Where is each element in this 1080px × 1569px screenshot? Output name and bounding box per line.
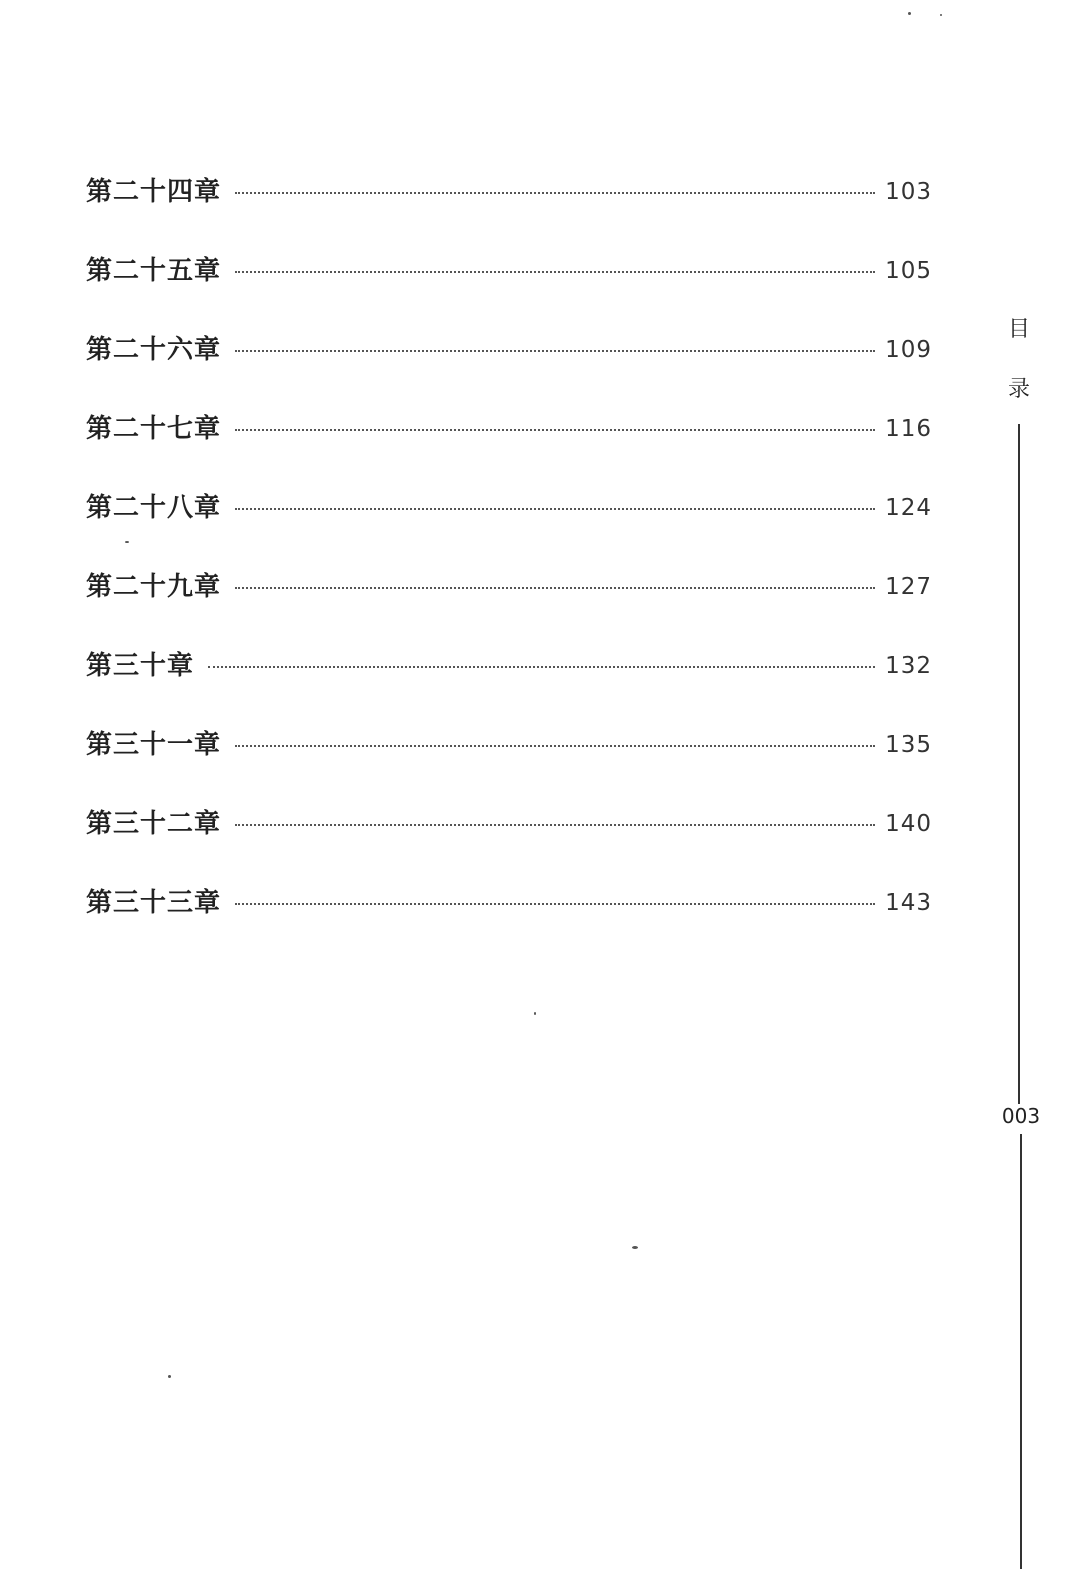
side-label-bottom: 录	[1007, 377, 1030, 402]
toc-entry[interactable]	[86, 405, 932, 484]
toc-entry-page: 127	[885, 574, 932, 600]
toc-dot-leader	[235, 405, 875, 453]
toc-dot-leader	[235, 879, 875, 927]
toc-entry-page: 140	[885, 811, 932, 837]
toc-dot-leader	[235, 326, 875, 374]
toc-entry-page: 124	[885, 495, 932, 521]
toc-dot-leader	[235, 484, 875, 532]
toc-dot-leader	[235, 247, 875, 295]
toc-entry-page: 105	[885, 258, 932, 284]
toc-entry-page: 109	[885, 337, 932, 363]
toc-dot-leader	[208, 642, 875, 690]
toc-entry-title: 第三十二章	[86, 809, 222, 839]
side-label-top: 目	[1007, 317, 1030, 342]
toc-entry-title: 第三十一章	[86, 730, 222, 760]
toc-dot-leader	[235, 563, 875, 611]
toc-entry[interactable]	[86, 800, 932, 879]
scan-speck	[125, 541, 129, 543]
scan-speck	[908, 12, 911, 15]
scan-speck	[168, 1375, 171, 1378]
page-number: 003	[996, 1104, 1046, 1128]
toc-entry-page: 143	[885, 890, 932, 916]
toc-entry[interactable]	[86, 721, 932, 800]
toc-entry-title: 第二十八章	[86, 493, 222, 523]
toc-dot-leader	[235, 168, 875, 216]
side-rule	[1018, 424, 1020, 1104]
toc-entry[interactable]	[86, 642, 932, 721]
toc-entry-page: 135	[885, 732, 932, 758]
toc-entry[interactable]	[86, 879, 932, 958]
scan-speck	[940, 14, 942, 16]
toc-entry[interactable]	[86, 326, 932, 405]
scan-speck	[534, 1012, 536, 1015]
toc-entry-title: 第二十四章	[86, 177, 222, 207]
side-rule	[1020, 1134, 1022, 1569]
toc-entry-page: 116	[885, 416, 932, 442]
toc-entry-title: 第二十六章	[86, 335, 222, 365]
toc-entry[interactable]	[86, 247, 932, 326]
toc-entry-title: 第二十九章	[86, 572, 222, 602]
toc-entry-title: 第二十五章	[86, 256, 222, 286]
toc-entry-title: 第二十七章	[86, 414, 222, 444]
toc-entry[interactable]	[86, 484, 932, 563]
toc-entry-page: 103	[885, 179, 932, 205]
toc-entry-title: 第三十章	[86, 651, 195, 681]
scan-speck	[632, 1246, 638, 1249]
toc-dot-leader	[235, 721, 875, 769]
toc-entry[interactable]	[86, 563, 932, 642]
toc-entry-title: 第三十三章	[86, 888, 222, 918]
toc-entry-page: 132	[885, 653, 932, 679]
table-of-contents	[86, 168, 932, 958]
toc-entry[interactable]	[86, 168, 932, 247]
toc-dot-leader	[235, 800, 875, 848]
